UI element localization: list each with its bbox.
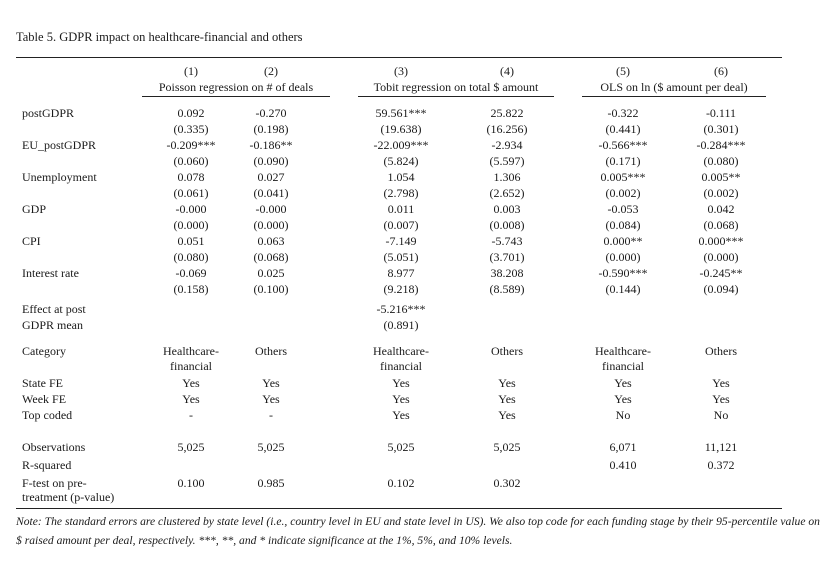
group-header: Poisson regression on # of deals	[158, 80, 314, 94]
table-cell: 0.372	[707, 458, 735, 472]
column-number: (6)	[714, 64, 728, 78]
group-underline-1	[142, 96, 330, 97]
table-cell: Yes	[392, 392, 410, 406]
row-label: GDP	[22, 202, 47, 216]
table-cell: (0.301)	[703, 122, 739, 136]
table-cell: 59.561***	[375, 106, 427, 120]
table-cell: (0.100)	[253, 282, 289, 296]
row-label: GDPR mean	[22, 318, 83, 332]
table-cell: 0.000***	[698, 234, 744, 248]
row-label: R-squared	[22, 458, 72, 472]
table-cell: (0.000)	[605, 250, 641, 264]
table-cell: (0.084)	[605, 218, 641, 232]
table-cell: -2.934	[491, 138, 523, 152]
table-cell: Yes	[498, 376, 516, 390]
table-cell: -	[189, 408, 193, 422]
table-cell: 8.977	[387, 266, 415, 280]
table-cell: 1.306	[493, 170, 521, 184]
table-cell: (0.061)	[173, 186, 209, 200]
column-number: (1)	[184, 64, 198, 78]
table-cell: 0.005**	[701, 170, 741, 184]
table-cell: -0.245**	[699, 266, 743, 280]
category-cell: financial	[170, 359, 212, 373]
row-label: Top coded	[22, 408, 73, 422]
column-number: (3)	[394, 64, 408, 78]
table-cell: 5,025	[257, 440, 285, 454]
table-cell: 0.985	[257, 476, 285, 490]
table-cell: -0.053	[607, 202, 639, 216]
table-cell: 0.100	[177, 476, 205, 490]
table-cell: (0.000)	[703, 250, 739, 264]
table-cell: 5,025	[493, 440, 521, 454]
table-cell: (0.000)	[253, 218, 289, 232]
table-cell: -0.322	[607, 106, 639, 120]
category-cell: financial	[380, 359, 422, 373]
table-cell: (0.891)	[383, 318, 419, 332]
table-cell: Yes	[182, 376, 200, 390]
table-cell: 0.003	[493, 202, 521, 216]
table-cell: (16.256)	[486, 122, 528, 136]
row-label: EU_postGDPR	[22, 138, 97, 152]
table-cell: -0.566***	[598, 138, 648, 152]
table-cell: Yes	[712, 392, 730, 406]
table-cell: (3.701)	[489, 250, 525, 264]
table-cell: Yes	[614, 376, 632, 390]
table-cell: (0.080)	[173, 250, 209, 264]
table-cell: -0.186**	[249, 138, 293, 152]
group-underline-2	[358, 96, 554, 97]
table-cell: 25.822	[490, 106, 524, 120]
table-cell: -0.270	[255, 106, 287, 120]
table-cell: (2.652)	[489, 186, 525, 200]
table-cell: -	[269, 408, 273, 422]
row-label: treatment (p-value)	[22, 490, 115, 504]
table-title: Table 5. GDPR impact on healthcare-financial and others	[16, 30, 303, 44]
table-cell: 0.410	[609, 458, 637, 472]
row-label: Interest rate	[22, 266, 79, 280]
table-cell: 1.054	[387, 170, 415, 184]
group-header: OLS on ln ($ amount per deal)	[600, 80, 748, 94]
table-cell: Yes	[392, 376, 410, 390]
table-cell: (5.597)	[489, 154, 525, 168]
table-cell: (0.144)	[605, 282, 641, 296]
group-underline-3	[582, 96, 766, 97]
row-label: State FE	[22, 376, 63, 390]
row-label: CPI	[22, 234, 41, 248]
table-cell: -0.209***	[166, 138, 216, 152]
row-label: Observations	[22, 440, 86, 454]
column-number: (5)	[616, 64, 630, 78]
row-label: F-test on pre-	[22, 476, 87, 490]
table-cell: -0.111	[705, 106, 737, 120]
table-cell: (0.008)	[489, 218, 525, 232]
table-cell: 0.102	[387, 476, 415, 490]
table-cell: 0.051	[177, 234, 205, 248]
table-cell: (19.638)	[380, 122, 422, 136]
table-cell: 0.005***	[600, 170, 646, 184]
table-cell: No	[713, 408, 729, 422]
table-cell: Yes	[182, 392, 200, 406]
table-cell: Yes	[498, 408, 516, 422]
table-cell: (0.171)	[605, 154, 641, 168]
table-cell: 5,025	[177, 440, 205, 454]
row-label: Week FE	[22, 392, 67, 406]
column-number: (2)	[264, 64, 278, 78]
table-cell: Yes	[614, 392, 632, 406]
column-number: (4)	[500, 64, 514, 78]
table-cell: (8.589)	[489, 282, 525, 296]
table-cell: -22.009***	[373, 138, 429, 152]
table-cell: Yes	[392, 408, 410, 422]
table-cell: (2.798)	[383, 186, 419, 200]
table-cell: (0.007)	[383, 218, 419, 232]
category-cell: financial	[602, 359, 644, 373]
row-label: postGDPR	[22, 106, 75, 120]
table-cell: 5,025	[387, 440, 415, 454]
table-cell: (0.060)	[173, 154, 209, 168]
table-cell: Yes	[262, 376, 280, 390]
table-cell: 0.011	[387, 202, 415, 216]
table-note: Note: The standard errors are clustered by state level (i.e., country level in EU and state level in US). We also top code for each funding stage by their 95-percentile value on $ raised amount per deal, respectively. ***, **, and * indicate significance at the 1%, 5%, and 10% levels.	[16, 515, 820, 547]
table-cell: 0.078	[177, 170, 205, 184]
table-cell: (0.198)	[253, 122, 289, 136]
table-cell: -5.216***	[376, 302, 426, 316]
category-cell: Others	[705, 344, 737, 358]
table-cell: -5.743	[491, 234, 523, 248]
table-cell: -0.069	[175, 266, 207, 280]
table-cell: -7.149	[385, 234, 417, 248]
table-cell: (9.218)	[383, 282, 419, 296]
table-cell: Yes	[498, 392, 516, 406]
table-cell: -0.000	[255, 202, 287, 216]
table-cell: -0.284***	[696, 138, 746, 152]
table-cell: 11,121	[704, 440, 738, 454]
table-cell: 0.025	[257, 266, 285, 280]
row-label: Category	[22, 344, 66, 358]
table-cell: (5.051)	[383, 250, 419, 264]
table-cell: (0.002)	[703, 186, 739, 200]
table-cell: (0.090)	[253, 154, 289, 168]
row-label: Effect at post	[22, 302, 86, 316]
table-cell: (0.000)	[173, 218, 209, 232]
table-cell: -0.000	[175, 202, 207, 216]
table-cell: 0.063	[257, 234, 285, 248]
table-cell: (0.068)	[253, 250, 289, 264]
table-cell: 0.000**	[603, 234, 643, 248]
table-cell: (0.335)	[173, 122, 209, 136]
table-cell: 0.092	[177, 106, 205, 120]
top-rule	[16, 57, 782, 58]
table-cell: -0.590***	[598, 266, 648, 280]
table-cell: Yes	[262, 392, 280, 406]
category-cell: Others	[255, 344, 287, 358]
bottom-rule	[16, 508, 782, 509]
table-cell: (0.441)	[605, 122, 641, 136]
table-cell: (0.094)	[703, 282, 739, 296]
group-header: Tobit regression on total $ amount	[373, 80, 539, 94]
table-cell: No	[615, 408, 631, 422]
table-cell: (0.080)	[703, 154, 739, 168]
category-cell: Others	[491, 344, 523, 358]
row-label: Unemployment	[22, 170, 97, 184]
table-cell: (0.158)	[173, 282, 209, 296]
table-cell: 0.027	[257, 170, 285, 184]
category-cell: Healthcare-	[373, 344, 429, 358]
table-cell: 6,071	[609, 440, 637, 454]
table-cell: (5.824)	[383, 154, 419, 168]
table-cell: 38.208	[490, 266, 524, 280]
category-cell: Healthcare-	[163, 344, 219, 358]
table-cell: Yes	[712, 376, 730, 390]
category-cell: Healthcare-	[595, 344, 651, 358]
table-cell: (0.068)	[703, 218, 739, 232]
table-cell: 0.042	[707, 202, 735, 216]
table-cell: (0.041)	[253, 186, 289, 200]
table-cell: (0.002)	[605, 186, 641, 200]
table-cell: 0.302	[493, 476, 521, 490]
